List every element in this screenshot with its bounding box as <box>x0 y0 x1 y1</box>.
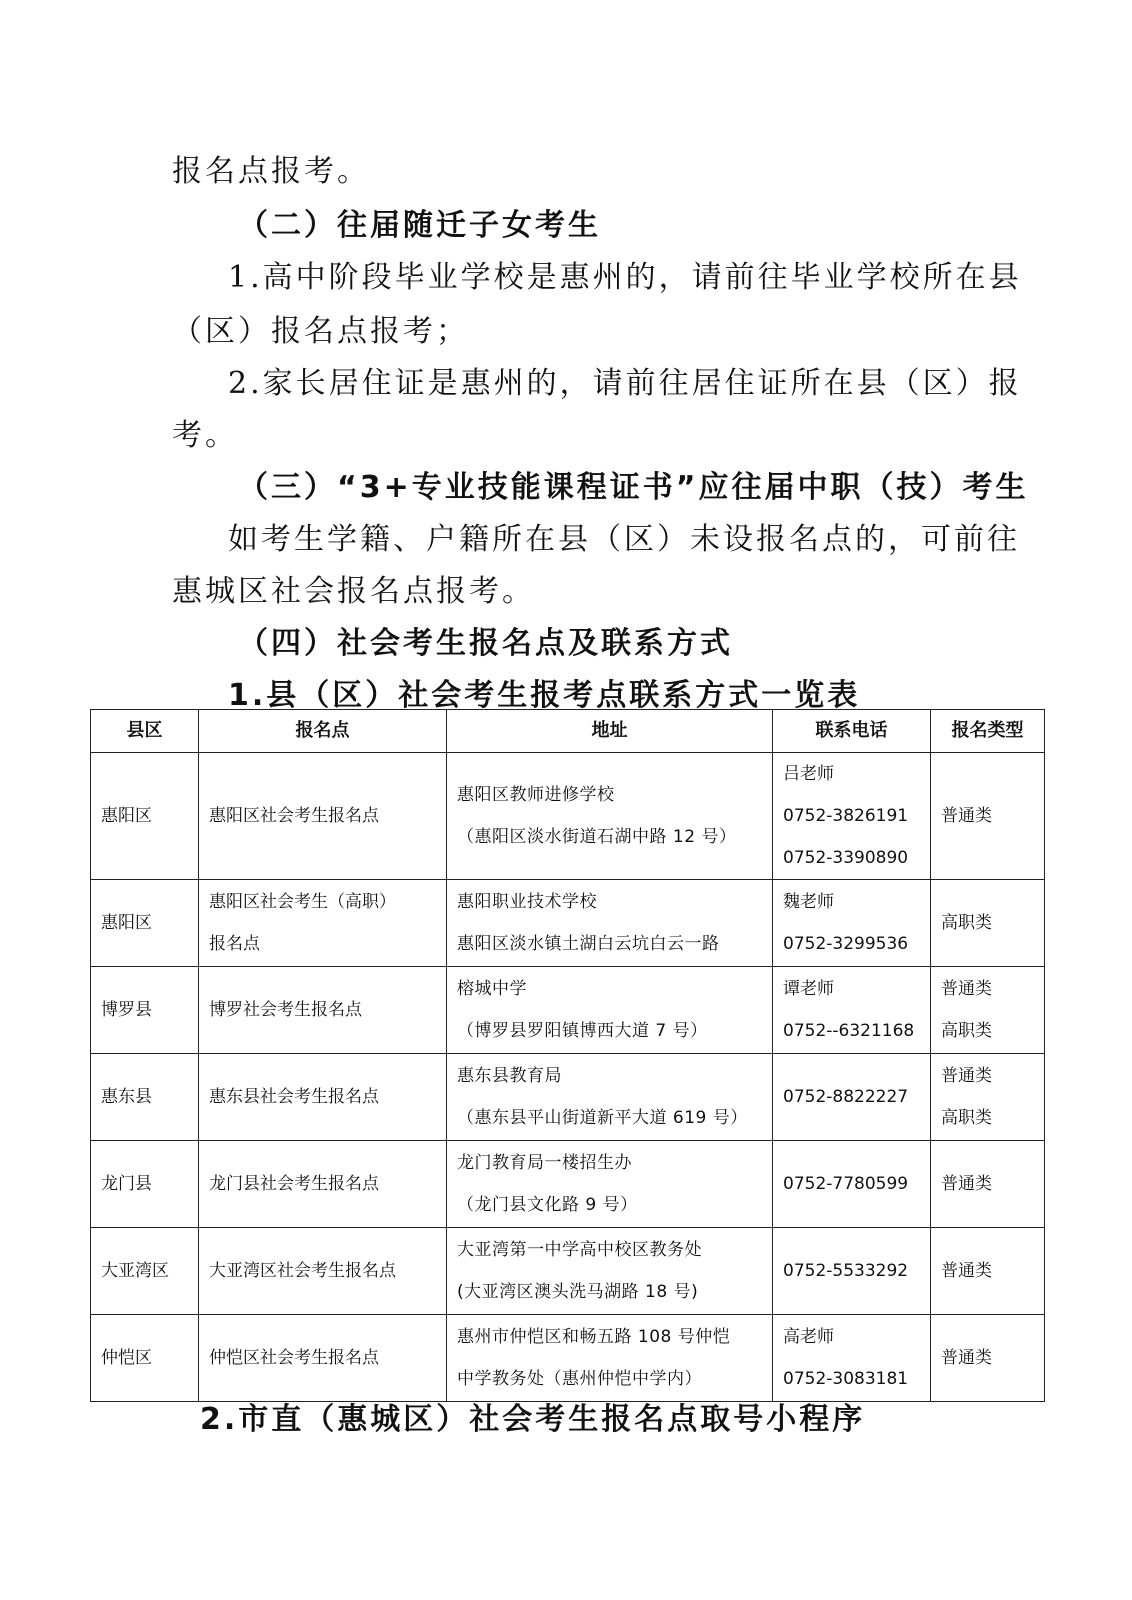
section-heading-5: 2.市直（惠城区）社会考生报名点取号小程序 <box>200 1402 866 1437</box>
cell-line: 高职类 <box>941 913 992 933</box>
cell-line: (大亚湾区澳头洗马湖路 18 号) <box>457 1282 699 1302</box>
cell-district <box>91 1141 199 1228</box>
cell-line: 0752-3826191 <box>783 806 909 826</box>
cell-line: 0752-3083181 <box>783 1369 909 1389</box>
cell-address <box>447 1228 773 1315</box>
paragraph-line: 2.家长居住证是惠州的，请前往居住证所在县（区）报 <box>228 366 1022 401</box>
cell-line: 报名点 <box>209 934 260 954</box>
cell-phone <box>773 1054 931 1141</box>
cell-line: 惠阳区 <box>101 806 152 826</box>
cell-site <box>199 1315 447 1402</box>
cell-line: 大亚湾区社会考生报名点 <box>209 1261 396 1281</box>
cell-line: 普通类 <box>941 806 992 826</box>
cell-line: 普通类 <box>941 1348 992 1368</box>
cell-phone <box>773 1141 931 1228</box>
cell-line: 0752-3390890 <box>783 848 909 868</box>
cell-site <box>199 1054 447 1141</box>
cell-site <box>199 1228 447 1315</box>
cell-address <box>447 1141 773 1228</box>
cell-type <box>931 967 1045 1054</box>
cell-type <box>931 1315 1045 1402</box>
cell-address <box>447 1054 773 1141</box>
header-address: 地址 <box>447 710 773 753</box>
header-type: 报名类型 <box>931 710 1045 753</box>
cell-type <box>931 753 1045 880</box>
cell-line: 高老师 <box>783 1327 834 1347</box>
paragraph-line: （区）报名点报考； <box>172 314 469 349</box>
cell-line: 惠东县社会考生报名点 <box>209 1087 379 1107</box>
cell-line: 惠东县 <box>101 1087 152 1107</box>
paragraph-line: 如考生学籍、户籍所在县（区）未设报名点的，可前往 <box>228 522 1020 557</box>
cell-line: （惠东县平山街道新平大道 619 号） <box>457 1108 748 1128</box>
cell-line: 吕老师 <box>783 764 834 784</box>
cell-line: 魏老师 <box>783 892 834 912</box>
cell-phone <box>773 753 931 880</box>
contact-table <box>90 709 1045 1402</box>
cell-line: 0752-8822227 <box>783 1087 909 1107</box>
cell-district <box>91 753 199 880</box>
cell-district <box>91 967 199 1054</box>
cell-phone <box>773 1315 931 1402</box>
paragraph-line: 惠城区社会报名点报考。 <box>172 574 535 609</box>
cell-line: 惠阳职业技术学校 <box>457 892 597 912</box>
cell-line: 谭老师 <box>783 979 834 999</box>
cell-address <box>447 880 773 967</box>
cell-address <box>447 1315 773 1402</box>
cell-line: 普通类 <box>941 1174 992 1194</box>
cell-line: 仲恺区 <box>101 1348 152 1368</box>
cell-line: 惠州市仲恺区和畅五路 108 号仲恺 <box>457 1327 731 1347</box>
cell-district <box>91 1228 199 1315</box>
paragraph-line: 考。 <box>172 418 238 453</box>
table-row <box>91 1054 1045 1141</box>
cell-line: 0752-3299536 <box>783 934 909 954</box>
header-site: 报名点 <box>199 710 447 753</box>
cell-line: 惠阳区淡水镇土湖白云坑白云一路 <box>457 934 720 954</box>
cell-district <box>91 880 199 967</box>
table-row <box>91 1315 1045 1402</box>
cell-site <box>199 880 447 967</box>
cell-line: 惠阳区社会考生报名点 <box>209 806 379 826</box>
paragraph-line: 报名点报考。 <box>172 154 370 189</box>
table-row <box>91 1141 1045 1228</box>
table-body <box>91 753 1045 1402</box>
cell-site <box>199 967 447 1054</box>
cell-line: （龙门县文化路 9 号） <box>457 1195 638 1215</box>
cell-line: 普通类 <box>941 1066 992 1086</box>
cell-line: 0752-5533292 <box>783 1261 909 1281</box>
cell-line: 高职类 <box>941 1021 992 1041</box>
cell-line: 惠阳区教师进修学校 <box>457 785 615 805</box>
table-row <box>91 880 1045 967</box>
cell-phone <box>773 880 931 967</box>
cell-line: 大亚湾区 <box>101 1261 169 1281</box>
table-header-row <box>91 710 1045 753</box>
cell-line: 大亚湾第一中学高中校区教务处 <box>457 1240 702 1260</box>
cell-type <box>931 1141 1045 1228</box>
cell-line: 龙门县 <box>101 1174 152 1194</box>
cell-line: 榕城中学 <box>457 979 527 999</box>
cell-line: 0752-7780599 <box>783 1174 909 1194</box>
cell-line: 高职类 <box>941 1108 992 1128</box>
cell-line: 博罗社会考生报名点 <box>209 1000 362 1020</box>
cell-line: 普通类 <box>941 979 992 999</box>
cell-line: （惠阳区淡水街道石湖中路 12 号） <box>457 827 737 847</box>
cell-site <box>199 753 447 880</box>
cell-district <box>91 1054 199 1141</box>
cell-line: 龙门县社会考生报名点 <box>209 1174 379 1194</box>
cell-line: 博罗县 <box>101 1000 152 1020</box>
cell-line: 惠东县教育局 <box>457 1066 562 1086</box>
cell-type <box>931 1228 1045 1315</box>
table-row <box>91 967 1045 1054</box>
cell-line: 普通类 <box>941 1261 992 1281</box>
cell-address <box>447 753 773 880</box>
cell-line: 龙门教育局一楼招生办 <box>457 1153 632 1173</box>
cell-line: 中学教务处（惠州仲恺中学内） <box>457 1369 702 1389</box>
cell-line: 0752--6321168 <box>783 1021 915 1041</box>
header-district: 县区 <box>91 710 199 753</box>
header-phone: 联系电话 <box>773 710 931 753</box>
table-row <box>91 753 1045 880</box>
cell-line: 仲恺区社会考生报名点 <box>209 1348 379 1368</box>
cell-phone <box>773 967 931 1054</box>
cell-line: 惠阳区社会考生（高职） <box>209 892 396 912</box>
table-row <box>91 1228 1045 1315</box>
cell-line: （博罗县罗阳镇博西大道 7 号） <box>457 1021 708 1041</box>
cell-line: 惠阳区 <box>101 913 152 933</box>
section-heading-4: （四）社会考生报名点及联系方式 <box>238 626 733 661</box>
paragraph-line: 1.高中阶段毕业学校是惠州的，请前往毕业学校所在县 <box>228 260 1022 295</box>
cell-site <box>199 1141 447 1228</box>
cell-phone <box>773 1228 931 1315</box>
table-title: 1.县（区）社会考生报考点联系方式一览表 <box>228 678 861 713</box>
cell-type <box>931 880 1045 967</box>
section-heading-3: （三）“3+专业技能课程证书”应往届中职（技）考生 <box>238 470 1029 505</box>
cell-address <box>447 967 773 1054</box>
cell-district <box>91 1315 199 1402</box>
section-heading-2: （二）往届随迁子女考生 <box>238 208 601 243</box>
cell-type <box>931 1054 1045 1141</box>
